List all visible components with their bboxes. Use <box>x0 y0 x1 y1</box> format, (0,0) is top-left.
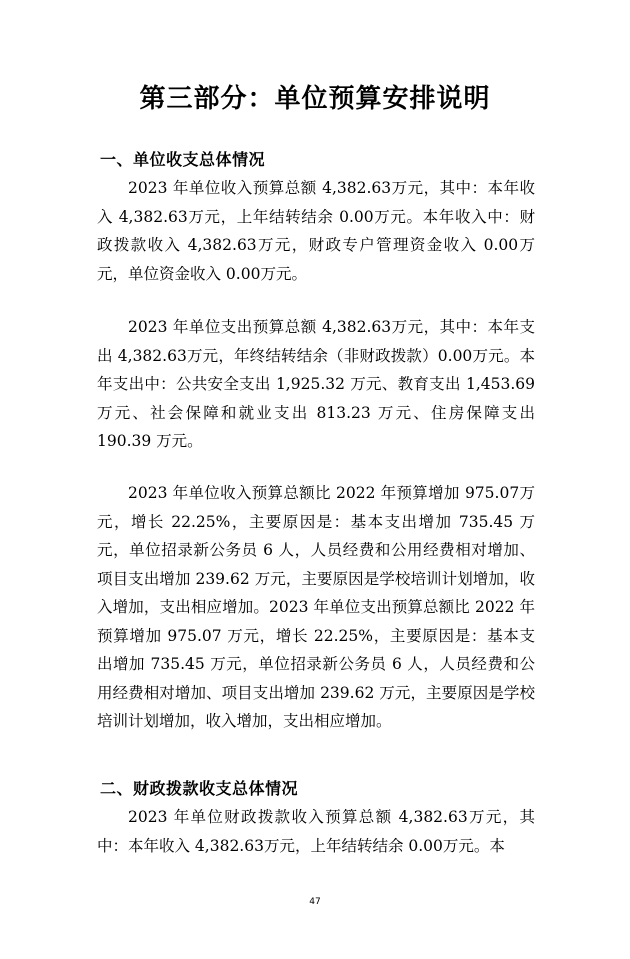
page-number: 47 <box>309 897 321 907</box>
section-heading-1: 一、单位收支总体情况 <box>100 150 266 169</box>
paragraph-expenditure-total: 2023 年单位支出预算总额 4,382.63万元，其中：本年支出 4,382.63万元，年终结转结余（非财政拨款）0.00万元。本年支出中：公共安全支出 1,925.32 万元、教育支出 1,453.69 万元、社会保障和就业支出 813.23 万元、住房保障支出 190.39 万元。 <box>97 318 535 450</box>
paragraph-income-total: 2023 年单位收入预算总额 4,382.63万元，其中：本年收入 4,382.63万元，上年结转结余 0.00万元。本年收入中：财政拨款收入 4,382.63万元，财政专户管理资金收入 0.00万元，单位资金收入 0.00万元。 <box>97 179 535 283</box>
page-title: 第三部分：单位预算安排说明 <box>139 84 491 114</box>
paragraph-budget-change: 2023 年单位收入预算总额比 2022 年预算增加 975.07万元，增长 22.25%，主要原因是：基本支出增加 735.45 万元，单位招录新公务员 6 人，人员经费和公用经费相对增加、项目支出增加 239.62 万元，主要原因是学校培训计划增加，收入增加，支出相应增加。2023 年单位支出预算总额比 2022 年预算增加 975.07 万元，增长 22.25%，主要原因是：基本支出增加 735.45 万元，单位招录新公务员 6 人，人员经费和公用经费相对增加、项目支出增加 239.62 万元，主要原因是学校培训计划增加，收入增加，支出相应增加。 <box>97 484 535 730</box>
section-heading-2: 二、财政拨款收支总体情况 <box>100 779 299 798</box>
paragraph-fiscal-income: 2023 年单位财政拨款收入预算总额 4,382.63万元，其中：本年收入 4,382.63万元，上年结转结余 0.00万元。本 <box>97 808 535 855</box>
